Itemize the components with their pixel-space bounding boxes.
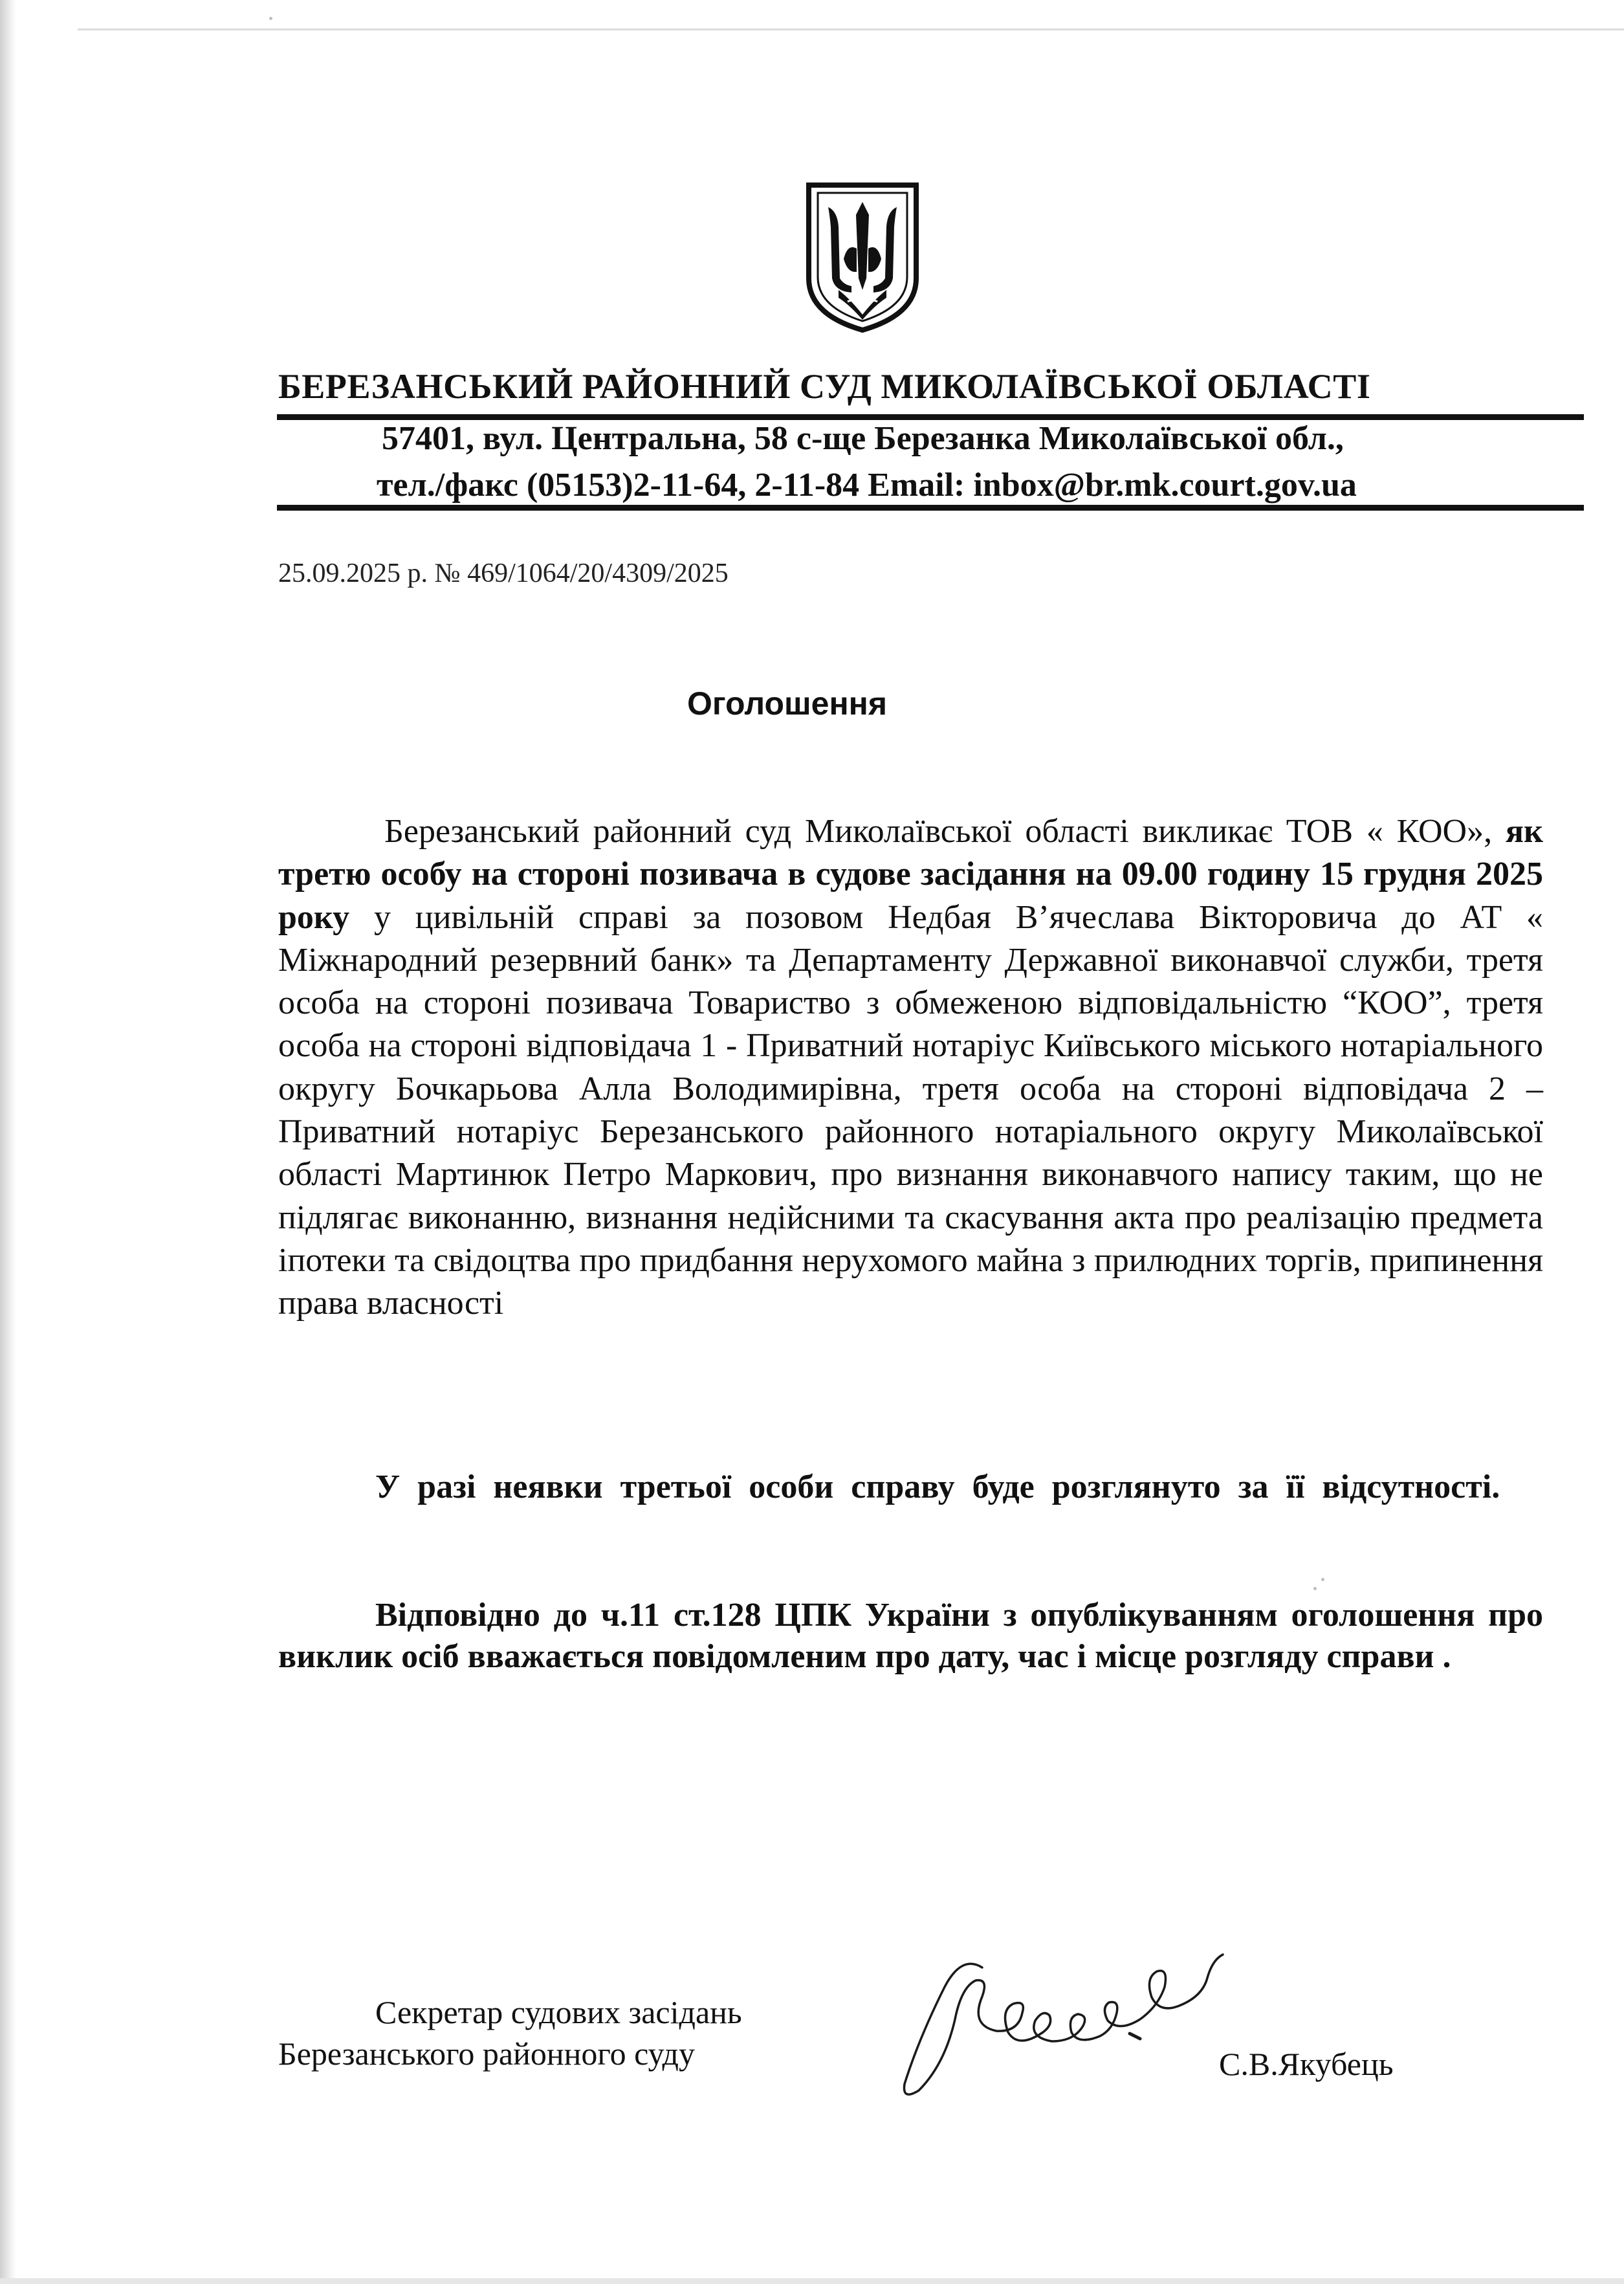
scan-speck [1321, 1578, 1324, 1581]
signer-position-line-1: Секретар судових засідань [375, 1994, 742, 2030]
scan-speck [1313, 1587, 1317, 1590]
signer-name: С.В.Якубець [1219, 2046, 1394, 2082]
court-name: БЕРЕЗАНСЬКИЙ РАЙОННИЙ СУД МИКОЛАЇВСЬКОЇ ОБЛАСТІ [278, 367, 1371, 406]
court-address: 57401, вул. Центральна, 58 с-ще Березанка Миколаївської обл., [382, 420, 1344, 457]
legal-basis-notice: Відповідно до ч.11 ст.128 ЦПК України з опублікуванням оголошення про виклик осіб вважається повідомленим про дату, час і місце розгляду справи . [278, 1597, 1543, 1675]
announcement-body [278, 810, 1543, 1325]
body-hearing-details: як третю особу на стороні позивача в судове засідання на 09.00 годину 15 грудня 2025 року [278, 813, 1543, 936]
body-intro: Березанський районний суд Миколаївської області викликає ТОВ « КОО», [384, 813, 1506, 850]
scan-left-edge [0, 0, 17, 2284]
body-case-details: у цивільній справі за позовом Недбая В’ячеслава Вікторовича до АТ « Міжнародний резервний банк» та Департаменту Державної виконавчої служби, третя особа на стороні позивача Товариство з обмеженою відповідальністю “КОО”, третя особа на стороні відповідача 1 - Приватний нотаріус Київського міського нотаріального округу Бочкарьова Алла Володимирівна, третя особа на стороні відповідача 2 – Приватний нотаріус Березанського районного нотаріального округу Миколаївської області Мартинюк Петро Маркович, про визнання виконавчого напису таким, що не підлягає виконанню, визнання недійсними та скасування акта про реалізацію предмета іпотеки та свідоцтва про придбання нерухомого майна з прилюдних торгів, припинення права власності [278, 898, 1543, 1322]
court-contacts: тел./факс (05153)2-11-64, 2-11-84 Email: inbox@br.mk.court.gov.ua [377, 467, 1357, 504]
reference-number: 25.09.2025 р. № 469/1064/20/4309/2025 [278, 559, 729, 588]
scan-bottom-edge [0, 2278, 1624, 2284]
signer-position-line-2: Березанського районного суду [278, 2035, 695, 2072]
scan-speck [269, 17, 272, 20]
scan-top-edge [78, 28, 1624, 30]
letterhead-bottom-rule [277, 505, 1584, 511]
absence-notice: У разі неявки третьої особи справу буде розглянуто за її відсутності. [375, 1469, 1500, 1505]
ukraine-trident-icon [805, 181, 920, 334]
document-heading: Оголошення [687, 685, 888, 722]
handwritten-signature [899, 1935, 1262, 2110]
